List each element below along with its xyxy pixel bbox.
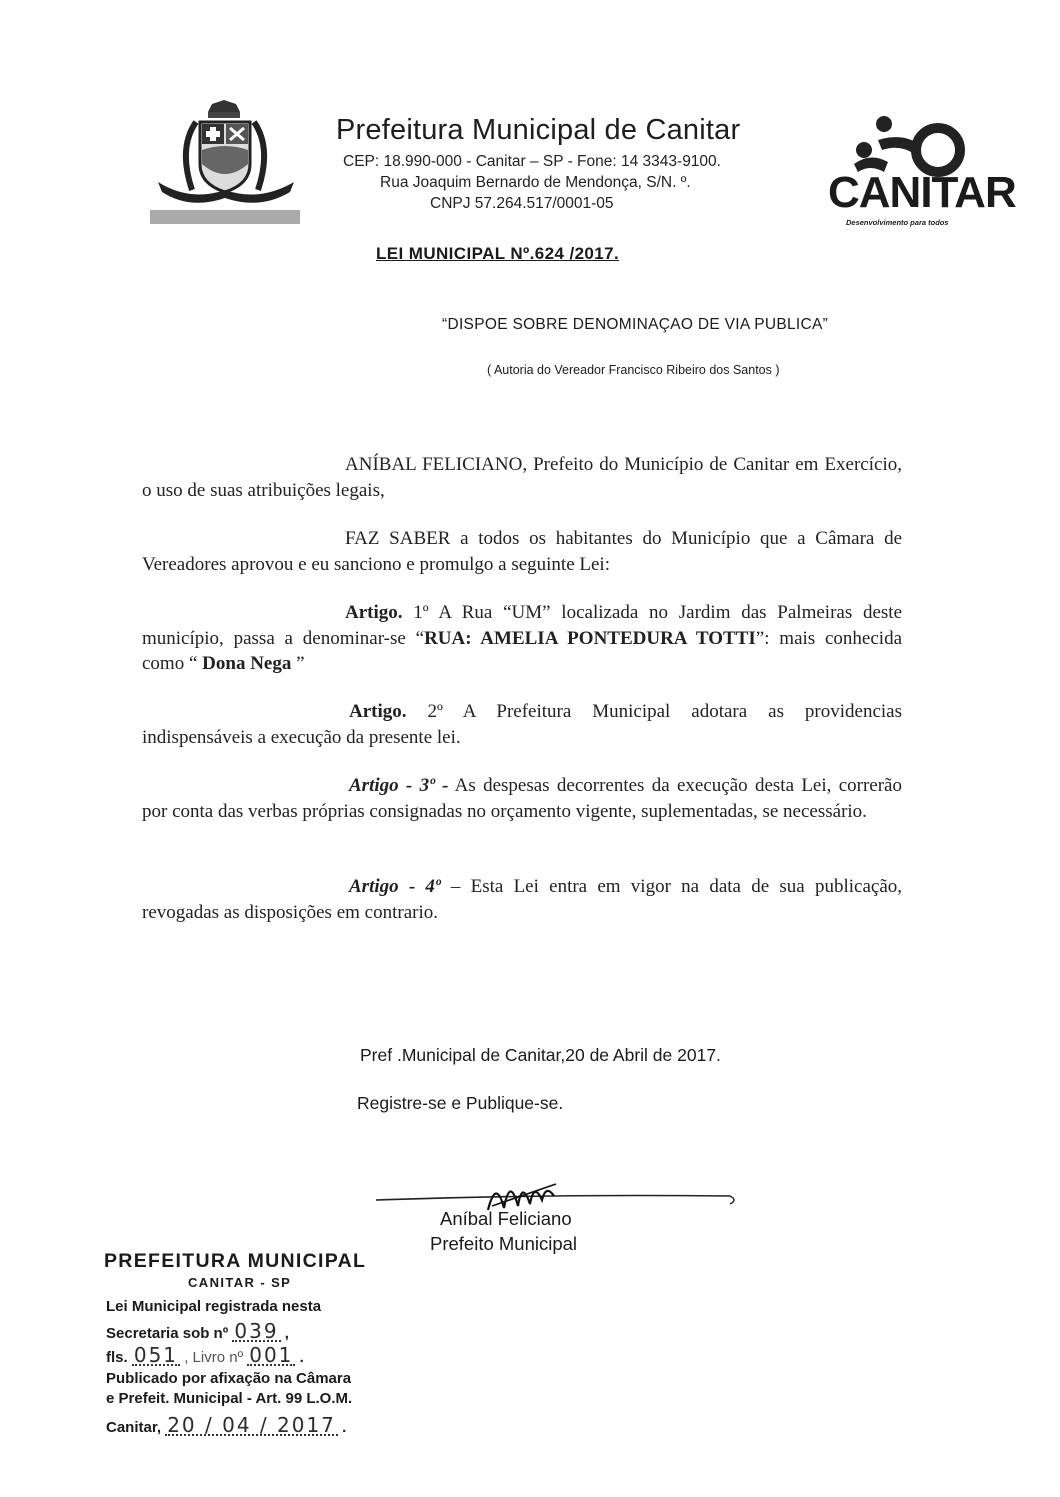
stamp-org: PREFEITURA MUNICIPAL xyxy=(104,1250,367,1272)
article-1-text-3: ” xyxy=(291,653,305,674)
article-1-street-name: RUA: AMELIA PONTEDURA TOTTI xyxy=(424,627,756,649)
article-2-text: A Prefeitura Municipal adotara as providencias indispensáveis a execução da presente lei. xyxy=(142,701,902,748)
stamp-city: CANITAR - SP xyxy=(188,1275,292,1290)
stamp-line-2: Secretaria sob nº 039 , xyxy=(106,1319,289,1343)
intro-text: ANÍBAL FELICIANO, Prefeito do Município de Canitar em Exercício, o uso de suas atribuições legais, xyxy=(142,454,902,501)
stamp-fls-number: 051 xyxy=(133,1343,179,1367)
place-and-date: Pref .Municipal de Canitar,20 de Abril de 2017. xyxy=(360,1045,721,1065)
stamp-register-number: 039 xyxy=(234,1319,279,1343)
org-name: Prefeitura Municipal de Canitar xyxy=(336,114,741,146)
article-1-text: 1º A Rua “UM” localizada no Jardim das Palmeiras deste município, passa a denominar-se “ xyxy=(142,602,902,649)
intro-paragraph xyxy=(142,452,902,503)
logo-tagline: Desenvolvimento para todos xyxy=(846,218,949,227)
registre-publique: Registre-se e Publique-se. xyxy=(357,1093,564,1113)
faz-saber-paragraph xyxy=(142,526,902,577)
stamp-line-3: fls. 051 , Livro nº 001 . xyxy=(106,1343,304,1367)
registration-stamp xyxy=(104,1244,404,1444)
article-3-text: As despesas decorrentes da execução desta Lei, correrão por conta das verbas próprias consignadas no orçamento vigente, suplementadas, se necessário. xyxy=(142,775,902,822)
stamp-canitar-label: Canitar, xyxy=(106,1419,162,1436)
article-1-nickname: Dona Nega xyxy=(202,653,292,674)
stamp-date: 20 / 04 / 2017 xyxy=(167,1413,336,1437)
article-2-label: Artigo. xyxy=(349,701,407,722)
article-1-text-2: ”: mais conhecida como “ xyxy=(142,627,902,674)
coat-of-arms xyxy=(150,98,302,230)
logo-wordmark: CANITAR xyxy=(828,168,1016,217)
article-4 xyxy=(142,874,902,925)
stamp-livro-number: 001 xyxy=(249,1343,294,1367)
stamp-line-6: Canitar, 20 / 04 / 2017 . xyxy=(106,1413,347,1437)
faz-saber-text: FAZ SABER a todos os habitantes do Município que a Câmara de Vereadores aprovou e eu sanciono e promulgo a seguinte Lei: xyxy=(142,528,902,575)
law-title: LEI MUNICIPAL Nº.624 /2017. xyxy=(376,244,620,263)
article-4-text: – Esta Lei entra em vigor na data de sua publicação, revogadas as disposições em contrario. xyxy=(142,876,902,923)
article-1 xyxy=(142,600,902,677)
article-4-label: Artigo - 4º xyxy=(349,876,441,897)
stamp-fls-label: fls. xyxy=(106,1349,128,1366)
stamp-line-5: e Prefeit. Municipal - Art. 99 L.O.M. xyxy=(106,1390,353,1407)
signer-name: Aníbal Feliciano xyxy=(440,1208,572,1229)
stamp-secretaria-label: Secretaria sob nº xyxy=(106,1325,229,1342)
header-cep-line: CEP: 18.990-000 - Canitar – SP - Fone: 14 3343-9100. xyxy=(343,153,721,170)
header-address-line: Rua Joaquim Bernardo de Mendonça, S/N. º. xyxy=(380,174,691,191)
stamp-livro-label: , Livro nº xyxy=(184,1349,244,1366)
article-2 xyxy=(142,699,902,750)
law-subject: “DISPOE SOBRE DENOMINAÇAO DE VIA PUBLICA” xyxy=(442,316,829,333)
stamp-line-4: Publicado por afixação na Câmara xyxy=(106,1370,352,1387)
law-authorship: ( Autoria do Vereador Francisco Ribeiro dos Santos ) xyxy=(487,363,780,377)
signer-role: Prefeito Municipal xyxy=(430,1233,578,1254)
header-cnpj-line: CNPJ 57.264.517/0001-05 xyxy=(430,195,614,212)
article-3 xyxy=(142,773,902,824)
article-3-label: Artigo - 3º - xyxy=(349,775,449,796)
article-2-number: 2º xyxy=(406,701,443,722)
article-1-label: Artigo. xyxy=(345,602,403,623)
stamp-line-1: Lei Municipal registrada nesta xyxy=(106,1298,322,1315)
